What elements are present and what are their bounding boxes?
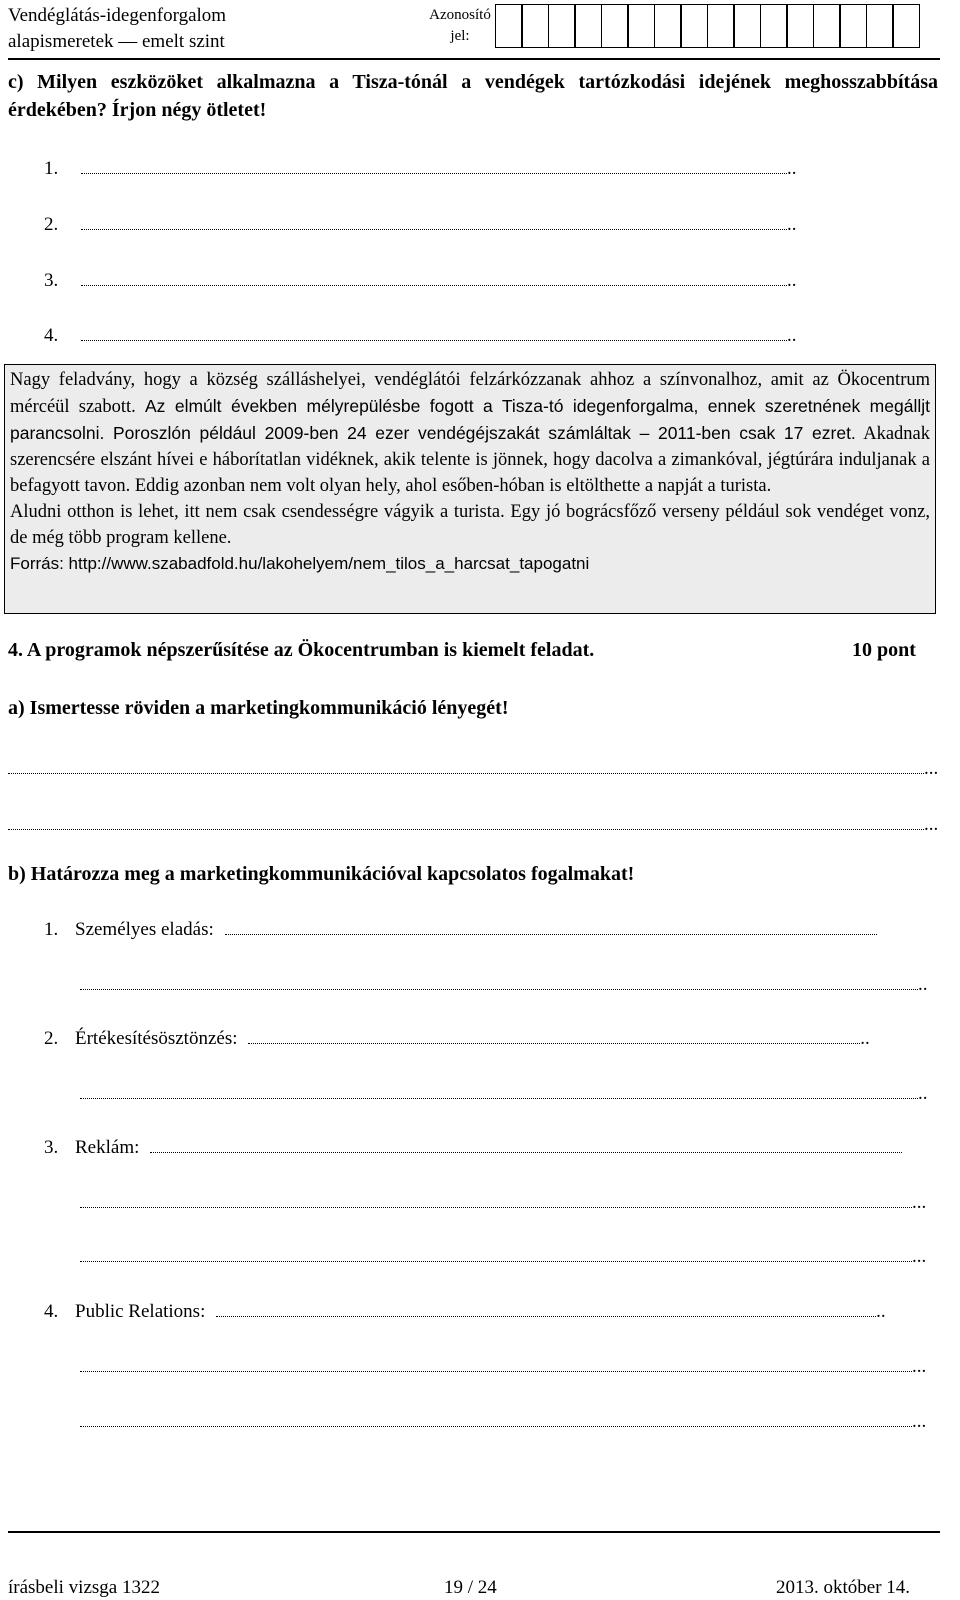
answer-line-c1[interactable] — [44, 157, 797, 181]
id-box[interactable] — [839, 4, 867, 48]
term-personal-selling[interactable] — [44, 918, 877, 942]
footer-date: 2013. október 14. — [776, 1577, 911, 1598]
term-number: 4. — [44, 1301, 59, 1322]
id-box[interactable] — [892, 4, 920, 48]
answer-line-tail: ... — [912, 1411, 927, 1432]
answer-line-4b4-2[interactable] — [80, 1355, 926, 1379]
answer-line-tail: .. — [860, 1028, 870, 1049]
answer-number: 4. — [44, 325, 59, 346]
answer-number: 2. — [44, 214, 59, 235]
answer-line-tail: .. — [787, 158, 797, 179]
id-box[interactable] — [627, 4, 655, 48]
answer-line-tail: ... — [924, 814, 939, 835]
dotted-line — [80, 974, 918, 990]
dotted-line — [150, 1137, 902, 1153]
id-boxes — [496, 4, 920, 48]
answer-line-4a-1[interactable] — [8, 757, 938, 781]
answer-number: 1. — [44, 158, 59, 179]
dotted-line — [80, 1192, 912, 1208]
question-4b: b) Határozza meg a marketingkommunikációval kapcsolatos fogalmakat! — [8, 863, 635, 885]
term-label: Személyes eladás: — [75, 919, 214, 940]
exam-subject-line2: alapismeretek — emelt szint — [8, 31, 225, 52]
id-box[interactable] — [760, 4, 788, 48]
id-box[interactable] — [601, 4, 629, 48]
dotted-line — [248, 1028, 860, 1044]
footer-page-number: 19 / 24 — [444, 1577, 497, 1598]
dotted-line — [225, 919, 877, 935]
answer-line-tail: ... — [912, 1192, 927, 1213]
term-advertising[interactable] — [44, 1136, 902, 1160]
answer-line-tail: .. — [787, 270, 797, 291]
source-paragraph-2: Aludni otthon is lehet, itt nem csak csendességre vágyik a turista. Egy jó bográcsfőző verseny például sok vendéget vonz, de még több program kellene. — [10, 502, 930, 548]
term-number: 1. — [44, 919, 59, 940]
id-label-line1: Azonosító — [429, 7, 491, 23]
answer-line-4a-2[interactable] — [8, 813, 938, 837]
term-sales-promotion[interactable] — [44, 1027, 870, 1051]
dotted-line — [81, 325, 787, 341]
header-divider — [8, 58, 940, 60]
id-box[interactable] — [707, 4, 735, 48]
dotted-line — [81, 270, 787, 286]
answer-line-tail: .. — [787, 214, 797, 235]
task-4-title: 4. A programok népszerűsítése az Ökocentrumban is kiemelt feladat. — [8, 639, 595, 661]
dotted-line — [81, 214, 787, 230]
id-box[interactable] — [574, 4, 602, 48]
answer-line-tail: ... — [912, 1246, 927, 1267]
answer-line-c3[interactable] — [44, 269, 797, 293]
dotted-line — [8, 814, 924, 830]
dotted-line — [216, 1301, 876, 1317]
id-label — [420, 5, 500, 47]
source-text-a: Nagy feladvány, hogy a község szálláshelyei, vendéglátói felzárkózzanak ahhoz a színvonalhoz, amit az Ökocentrum mércéül szabott. — [10, 370, 930, 417]
dotted-line — [80, 1356, 912, 1372]
source-excerpt-box — [4, 364, 936, 614]
exam-subject-title — [8, 3, 226, 55]
dotted-line — [80, 1411, 912, 1427]
answer-line-c2[interactable] — [44, 213, 797, 237]
term-label: Értékesítésösztönzés: — [75, 1028, 238, 1049]
answer-line-tail: .. — [918, 1083, 928, 1104]
answer-line-tail: ... — [912, 1356, 927, 1377]
id-box[interactable] — [733, 4, 761, 48]
id-box[interactable] — [680, 4, 708, 48]
dotted-line — [80, 1246, 912, 1262]
id-box[interactable] — [654, 4, 682, 48]
source-text-c: Akadnak szerencsére elszánt hívei e háborítatlan vidéknek, akik telente is jönnek, hogy dacolva a zimankóval, jégtúrára induljanak a befagyott tavon. Eddig azonban nem volt olyan hely, ahol esőben-hóban is eltölthette a napját a turista. — [10, 424, 931, 496]
answer-line-c4[interactable] — [44, 324, 797, 348]
source-paragraph-1 — [10, 367, 930, 499]
footer-exam-code: írásbeli vizsga 1322 — [8, 1577, 160, 1598]
dotted-line — [8, 758, 924, 774]
term-public-relations[interactable] — [44, 1300, 886, 1324]
term-number: 2. — [44, 1028, 59, 1049]
term-label: Public Relations: — [75, 1301, 206, 1322]
id-box[interactable] — [786, 4, 814, 48]
answer-line-4b3-3[interactable] — [80, 1245, 926, 1269]
question-c: c) Milyen eszközöket alkalmazna a Tisza-tónál a vendégek tartózkodási idejének meghosszabbítása érdekében? Írjon négy ötletet! — [8, 71, 938, 121]
answer-line-tail: .. — [876, 1301, 886, 1322]
question-4a: a) Ismertesse röviden a marketingkommunikáció lényegét! — [8, 697, 509, 719]
id-label-line2: jel: — [450, 28, 470, 44]
answer-line-tail: ... — [924, 758, 939, 779]
answer-line-4b4-3[interactable] — [80, 1410, 926, 1434]
dotted-line — [80, 1083, 918, 1099]
answer-line-4b2-2[interactable] — [80, 1082, 928, 1106]
answer-line-tail: .. — [918, 974, 928, 995]
term-number: 3. — [44, 1137, 59, 1158]
exam-subject-line1: Vendéglátás-idegenforgalom — [8, 5, 227, 26]
answer-line-tail: .. — [787, 325, 797, 346]
id-box[interactable] — [495, 4, 523, 48]
footer-divider — [8, 1531, 940, 1533]
id-box[interactable] — [521, 4, 549, 48]
dotted-line — [81, 158, 787, 174]
id-box[interactable] — [813, 4, 841, 48]
answer-line-4b3-2[interactable] — [80, 1191, 926, 1215]
answer-line-4b1-2[interactable] — [80, 973, 928, 997]
source-text-b: Az elmúlt években mélyrepülésbe fogott a Tisza-tó idegenforgalma, ennek szeretnének megálljt parancsolni. Poroszlón például 2009-ben 24 ezer vendégéjszakát számláltak – 2011-ben csak 17 ezret. — [10, 396, 930, 443]
source-reference: Forrás: http://www.szabadfold.hu/lakohelyem/nem_tilos_a_harcsat_tapogatni — [10, 554, 590, 573]
answer-number: 3. — [44, 270, 59, 291]
id-box[interactable] — [548, 4, 576, 48]
term-label: Reklám: — [75, 1137, 140, 1158]
id-box[interactable] — [866, 4, 894, 48]
task-4-points: 10 pont — [852, 639, 916, 661]
